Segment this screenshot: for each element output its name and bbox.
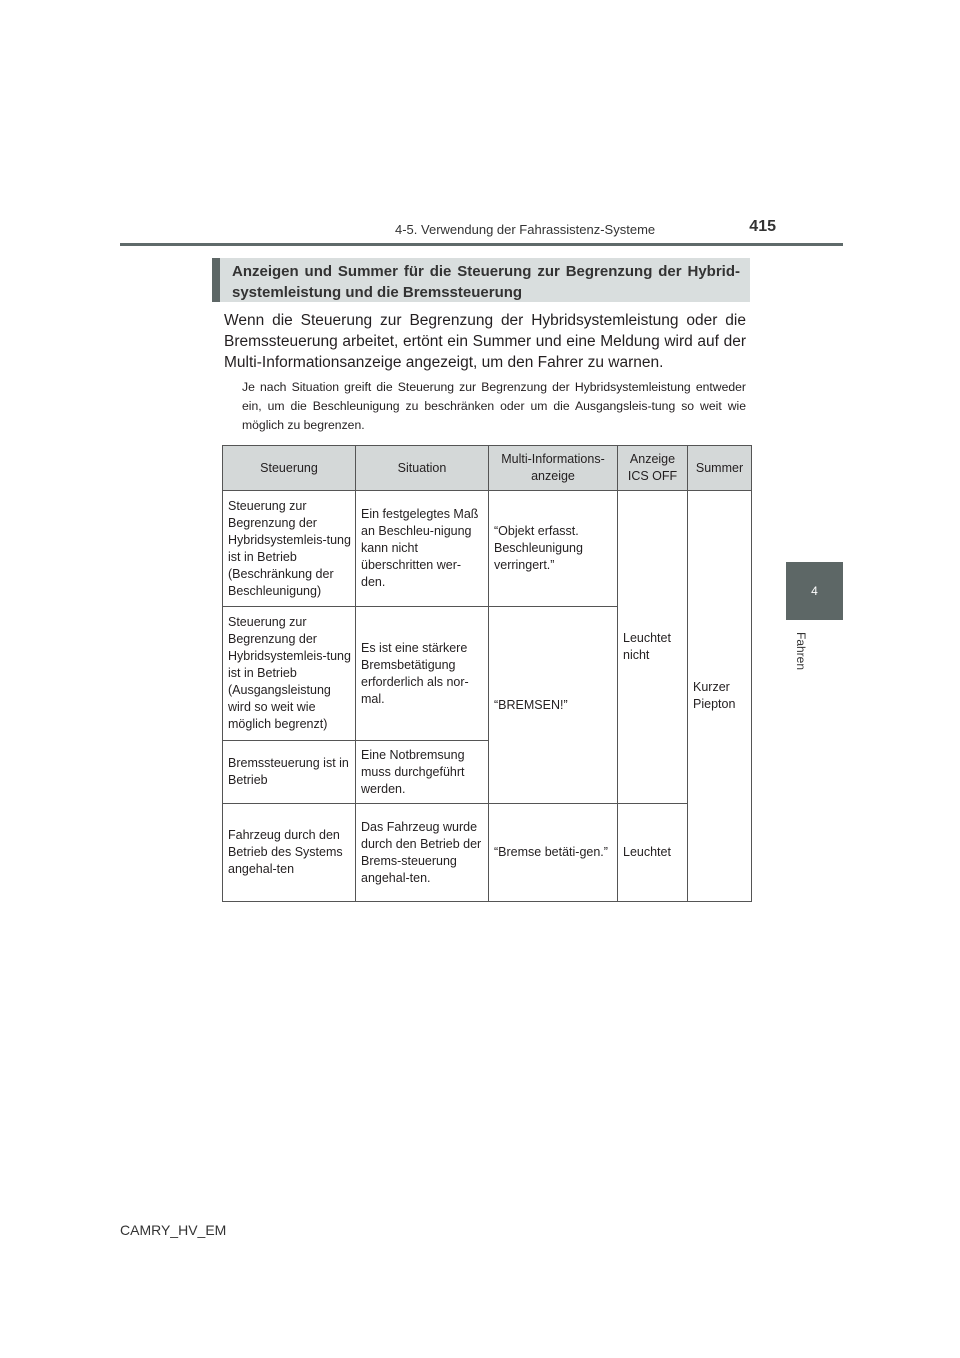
cell-anzeige: “Objekt erfasst. Beschleunigung verringert.” bbox=[489, 491, 618, 607]
cell-situation: Ein festgelegtes Maß an Beschleu-nigung kann nicht überschritten wer-den. bbox=[356, 491, 489, 607]
cell-steuerung: Steuerung zur Begrenzung der Hybridsystemleis-tung ist in Betrieb (Beschränkung der Beschleunigung) bbox=[223, 491, 356, 607]
indicator-table bbox=[222, 445, 752, 902]
chapter-name: Fahren bbox=[794, 632, 808, 671]
cell-situation: Eine Notbremsung muss durchgeführt werden. bbox=[356, 741, 489, 804]
table-row bbox=[223, 804, 752, 902]
document-code: CAMRY_HV_EM bbox=[120, 1222, 227, 1238]
header-summer: Summer bbox=[688, 446, 752, 491]
cell-steuerung: Bremssteuerung ist in Betrieb bbox=[223, 741, 356, 804]
intro-paragraph: Wenn die Steuerung zur Begrenzung der Hybridsystemleistung oder die Bremssteuerung arbeitet, ertönt ein Summer und eine Meldung wird auf der Multi-Informationsanzeige angezeigt, um den Fahrer zu warnen. bbox=[224, 312, 746, 371]
cell-ics-off-merged: Leuchtet nicht bbox=[618, 491, 688, 804]
section-title: Anzeigen und Summer für die Steuerung zur Begrenzung der Hybrid-systemleistung und die Bremssteuerung bbox=[232, 263, 740, 301]
chapter-tab bbox=[786, 562, 843, 620]
header-divider bbox=[120, 243, 843, 246]
cell-anzeige: “Bremse betäti-gen.” bbox=[489, 804, 618, 902]
section-heading-box bbox=[212, 258, 750, 302]
cell-steuerung: Steuerung zur Begrenzung der Hybridsystemleis-tung ist in Betrieb (Ausgangsleistung wird so weit wie möglich begrenzt) bbox=[223, 607, 356, 741]
note-paragraph: Je nach Situation greift die Steuerung zur Begrenzung der Hybridsystemleistung entweder ein, um die Beschleunigung zu beschränken oder um die Ausgangsleis-tung so weit wie möglich zu begrenzen. bbox=[242, 380, 746, 432]
cell-summer-merged: Kurzer Piepton bbox=[688, 491, 752, 902]
header-situation: Situation bbox=[356, 446, 489, 491]
header-multi-info: Multi-Informations-anzeige bbox=[489, 446, 618, 491]
running-header-section: 4-5. Verwendung der Fahrassistenz-Systeme bbox=[395, 222, 656, 237]
header-steuerung: Steuerung bbox=[223, 446, 356, 491]
cell-steuerung: Fahrzeug durch den Betrieb des Systems angehal-ten bbox=[223, 804, 356, 902]
page-number: 415 bbox=[749, 218, 776, 235]
cell-anzeige-merged: “BREMSEN!” bbox=[489, 607, 618, 804]
table-row bbox=[223, 491, 752, 607]
header-ics-off: Anzeige ICS OFF bbox=[618, 446, 688, 491]
cell-situation: Es ist eine stärkere Bremsbetätigung erforderlich als nor-mal. bbox=[356, 607, 489, 741]
chapter-number: 4 bbox=[811, 584, 818, 598]
table-header-row bbox=[223, 446, 752, 491]
cell-situation: Das Fahrzeug wurde durch den Betrieb der Brems-steuerung angehal-ten. bbox=[356, 804, 489, 902]
cell-ics-off: Leuchtet bbox=[618, 804, 688, 902]
